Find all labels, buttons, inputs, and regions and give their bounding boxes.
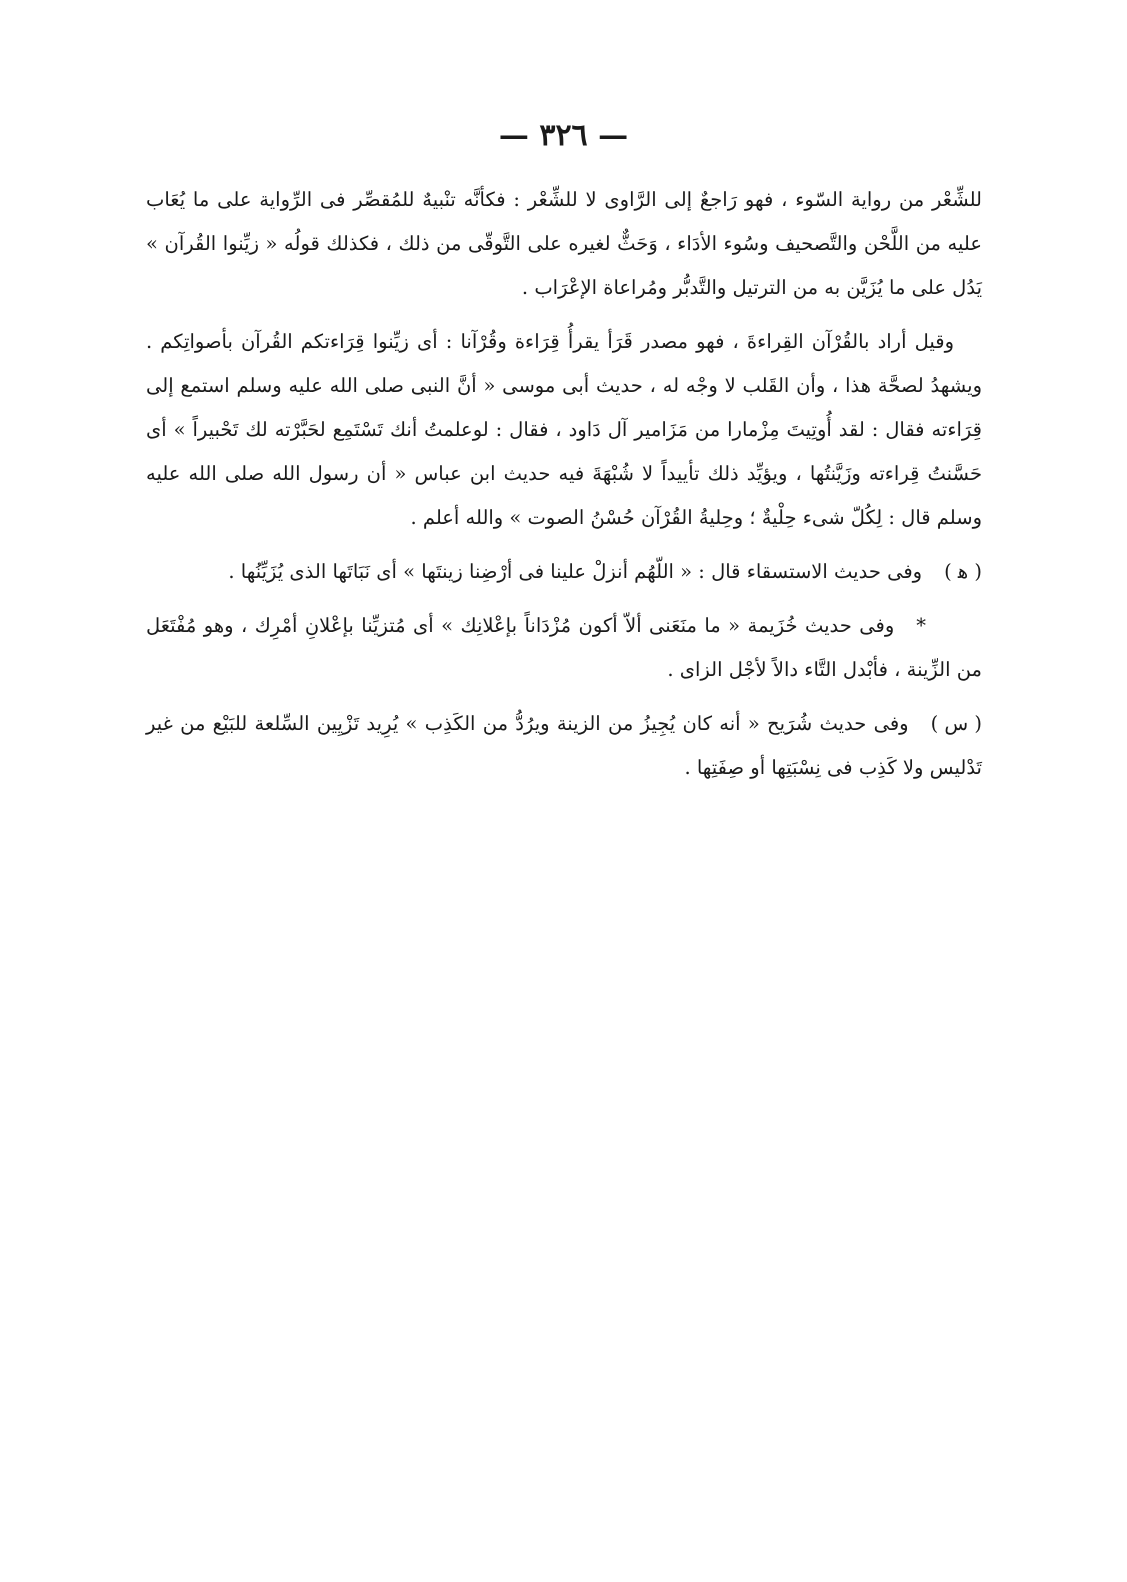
page-number: — ٣٢٦ — bbox=[498, 118, 629, 153]
body-text bbox=[146, 178, 982, 800]
paragraph-5 bbox=[146, 702, 982, 790]
paragraph-1 bbox=[146, 178, 982, 310]
paragraph-4 bbox=[146, 604, 982, 692]
paragraph-4-marker: * bbox=[916, 614, 926, 637]
paragraph-3-marker: ( ﻫ ) bbox=[944, 560, 982, 583]
paragraph-5-text: وفى حديث شُرَيح « أنه كان يُجِيزُ من الزينة ويرُدُّ من الكَذِب » يُرِيد تَزْيِين السِّلعة للبَيْع من غير تَدْليس ولا كَذِب فى نِسْبَتِها أو صِفَتِها . bbox=[146, 712, 982, 779]
paragraph-2-text: وقيل أراد بالقُرْآن القِراءةَ ، فهو مصدر قَرَأ يقرأُ قِرَاءة وقُرْآنا : أى زيِّنوا قِرَاءتكم القُرآن بأصواتِكم . ويشهدُ لصحَّة هذا ، وأن القَلب لا وجْه له ، حديث أبى موسى « أنَّ النبى صلى الله عليه وسلم استمع إلى قِرَاءته فقال : لقد أُوتِيتَ مِزْمارا من مَزَامير آل دَاود ، فقال : لوعلمتُ أنك تَسْتَمِع لحَبَّرْته لك تَحْبيراً » أى حَسَّنتُ قِراءته وزَيَّنتُها ، ويؤيِّد ذلك تأييداً لا شُبْهَةَ فيه حديث ابن عباس « أن رسول الله صلى الله عليه وسلم قال : لِكُلّ شىء حِلْيةٌ ؛ وحِليةُ القُرْآن حُسْنُ الصوت » والله أعلم . bbox=[146, 330, 982, 529]
paragraph-4-text: وفى حديث خُزَيمة « ما منَعَنى ألاّ أكون مُزْدَاناً بإعْلانِك » أى مُتزيِّنا بإعْلانِ أمْرِك ، وهو مُفْتَعَل من الزِّينة ، فأبْدل التَّاء دالاً لأجْل الزاى . bbox=[146, 614, 982, 681]
paragraph-3-text: وفى حديث الاستسقاء قال : « اللّهُم أنزلْ علينا فى أرْضِنا زينتَها » أى نَبَاتَها الذى يُزَيِّنُها . bbox=[228, 560, 923, 583]
paragraph-1-text: للشِّعْر من رواية السّوء ، فهو رَاجعٌ إلى الرَّاوى لا للشِّعْر : فكأنَّه تنْبيهٌ للمُقصِّر فى الرِّواية على ما يُعَاب عليه من اللَّحْن والتَّصحيف وسُوء الأدَاء ، وَحَثٌّ لغيره على التَّوقّى من ذلك ، فكذلك قولُه « زيِّنوا القُرآن » يَدُل على ما يُزَيَّن به من الترتيل والتَّدبُّر ومُراعاة الإعْرَاب . bbox=[146, 188, 982, 299]
paragraph-3 bbox=[146, 550, 982, 594]
paragraph-5-marker: ( س ) bbox=[930, 712, 982, 735]
paragraph-2 bbox=[146, 320, 982, 540]
